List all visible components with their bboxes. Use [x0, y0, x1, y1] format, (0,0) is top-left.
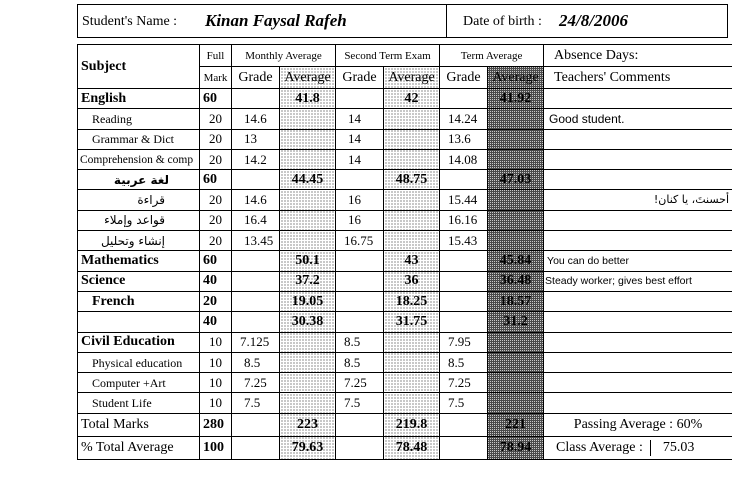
term-grade: 15.44	[440, 190, 488, 210]
percent-label: % Total Average	[78, 436, 200, 459]
term-grade: 14.24	[440, 109, 488, 129]
total-second: 219.8	[384, 413, 440, 436]
monthly-header: Monthly Average	[232, 45, 336, 67]
total-term: 221	[488, 413, 544, 436]
total-monthly: 223	[280, 413, 336, 436]
subject-name: Physical education	[78, 352, 200, 372]
second-grade: 14	[336, 129, 384, 149]
table-row	[78, 149, 732, 169]
second-grade: 14	[336, 109, 384, 129]
report-table	[77, 44, 732, 460]
class-average-divider	[650, 440, 651, 456]
term-average: 45.84	[488, 251, 544, 271]
subject-name: إنشاء وتحليل	[78, 231, 200, 251]
table-row	[78, 89, 732, 109]
full-mark: 20	[200, 190, 232, 210]
table-row	[78, 251, 732, 271]
second-grade: 16.75	[336, 231, 384, 251]
second-average: 36	[384, 271, 440, 291]
full-mark: 20	[200, 291, 232, 311]
table-row	[78, 271, 732, 291]
dob-label: Date of birth :	[463, 14, 542, 29]
full-mark: 20	[200, 109, 232, 129]
full-mark: 60	[200, 251, 232, 271]
subject-name: Comprehension & comp	[78, 149, 200, 169]
subject-name: لغة عربية	[78, 170, 200, 190]
table-row	[78, 170, 732, 190]
percent-row	[78, 436, 732, 459]
header-divider	[446, 5, 447, 37]
teacher-comment: You can do better	[544, 251, 732, 271]
teacher-comment: Steady worker; gives best effort	[544, 271, 732, 291]
subject-name: English	[78, 89, 200, 109]
percent-monthly: 79.63	[280, 436, 336, 459]
monthly-grade: 14.6	[232, 109, 280, 129]
percent-full-mark: 100	[200, 436, 232, 459]
second-average: 42	[384, 89, 440, 109]
student-name-label: Student's Name :	[82, 14, 178, 29]
term-grade: 13.6	[440, 129, 488, 149]
absence-header: Absence Days:	[544, 45, 732, 67]
subject-name: Student Life	[78, 393, 200, 413]
mark-header: Mark	[200, 67, 232, 89]
second-grade: 16	[336, 190, 384, 210]
monthly-grade: 14.6	[232, 190, 280, 210]
second-average: 43	[384, 251, 440, 271]
subject-name: French	[78, 291, 200, 311]
full-mark: 60	[200, 89, 232, 109]
monthly-average: 19.05	[280, 291, 336, 311]
monthly-average: 44.45	[280, 170, 336, 190]
table-row	[78, 393, 732, 413]
second-grade: 7.25	[336, 373, 384, 393]
subject-name: Civil Education	[78, 332, 200, 352]
full-mark: 20	[200, 129, 232, 149]
full-mark: 20	[200, 149, 232, 169]
second-grade: 16	[336, 210, 384, 230]
subject-name: Science	[78, 271, 200, 291]
table-row	[78, 129, 732, 149]
subject-name: قواعد وإملاء	[78, 210, 200, 230]
table-row	[78, 109, 732, 129]
monthly-grade: 7.25	[232, 373, 280, 393]
subject-name: قراءة	[78, 190, 200, 210]
monthly-grade: 13.45	[232, 231, 280, 251]
table-row	[78, 291, 732, 311]
class-average-value: 75.03	[662, 439, 695, 455]
term-average: 31.2	[488, 312, 544, 332]
second-grade: 14	[336, 149, 384, 169]
table-row	[78, 210, 732, 230]
term-grade: 7.5	[440, 393, 488, 413]
second-grade: 7.5	[336, 393, 384, 413]
term-grade-header: Grade	[440, 67, 488, 89]
full-mark: 20	[200, 210, 232, 230]
term-grade: 14.08	[440, 149, 488, 169]
term-average: 47.03	[488, 170, 544, 190]
teacher-comment: أحسنتَ، يا كنان!	[544, 190, 732, 210]
header-row-1	[78, 45, 732, 67]
second-term-header: Second Term Exam	[336, 45, 440, 67]
second-grade: 8.5	[336, 332, 384, 352]
term-average: 36.48	[488, 271, 544, 291]
monthly-grade: 14.2	[232, 149, 280, 169]
full-mark: 10	[200, 332, 232, 352]
second-average: 18.25	[384, 291, 440, 311]
second-average: 48.75	[384, 170, 440, 190]
term-grade: 8.5	[440, 352, 488, 372]
term-grade: 16.16	[440, 210, 488, 230]
table-row	[78, 373, 732, 393]
full-mark: 20	[200, 231, 232, 251]
monthly-average-header: Average	[280, 67, 336, 89]
monthly-average: 30.38	[280, 312, 336, 332]
subject-name: Grammar & Dict	[78, 129, 200, 149]
total-full-mark: 280	[200, 413, 232, 436]
second-grade: 8.5	[336, 352, 384, 372]
subject-name: Mathematics	[78, 251, 200, 271]
passing-average: Passing Average : 60%	[544, 413, 732, 436]
student-header	[77, 4, 728, 38]
student-name: Kinan Faysal Rafeh	[205, 11, 347, 30]
monthly-grade: 8.5	[232, 352, 280, 372]
percent-second: 78.48	[384, 436, 440, 459]
percent-term: 78.94	[488, 436, 544, 459]
class-average-label: Class Average :	[556, 439, 643, 455]
monthly-grade-header: Grade	[232, 67, 280, 89]
monthly-average: 37.2	[280, 271, 336, 291]
term-average: 41.92	[488, 89, 544, 109]
comments-header: Teachers' Comments	[544, 67, 732, 89]
subject-header: Subject	[78, 45, 200, 89]
table-row	[78, 352, 732, 372]
monthly-average: 41.8	[280, 89, 336, 109]
second-average: 31.75	[384, 312, 440, 332]
total-marks-row	[78, 413, 732, 436]
full-mark: 60	[200, 170, 232, 190]
term-grade: 7.25	[440, 373, 488, 393]
second-grade-header: Grade	[336, 67, 384, 89]
teacher-comment: Good student.	[544, 109, 732, 129]
full-mark: 10	[200, 373, 232, 393]
total-marks-label: Total Marks	[78, 413, 200, 436]
full-mark: 10	[200, 393, 232, 413]
table-row	[78, 332, 732, 352]
table-row	[78, 190, 732, 210]
term-average: 18.57	[488, 291, 544, 311]
monthly-grade: 7.125	[232, 332, 280, 352]
monthly-grade: 7.5	[232, 393, 280, 413]
class-average-cell	[544, 436, 732, 459]
full-mark: 10	[200, 352, 232, 372]
monthly-grade: 13	[232, 129, 280, 149]
full-mark: 40	[200, 271, 232, 291]
term-average-col-header: Average	[488, 67, 544, 89]
subject-name: Computer +Art	[78, 373, 200, 393]
monthly-average: 50.1	[280, 251, 336, 271]
full-header: Full	[200, 45, 232, 67]
term-grade: 7.95	[440, 332, 488, 352]
term-average-header: Term Average	[440, 45, 544, 67]
monthly-grade: 16.4	[232, 210, 280, 230]
table-row	[78, 231, 732, 251]
term-grade: 15.43	[440, 231, 488, 251]
full-mark: 40	[200, 312, 232, 332]
second-average-header: Average	[384, 67, 440, 89]
dob-value: 24/8/2006	[559, 11, 628, 30]
subject-name: Reading	[78, 109, 200, 129]
table-row	[78, 312, 732, 332]
